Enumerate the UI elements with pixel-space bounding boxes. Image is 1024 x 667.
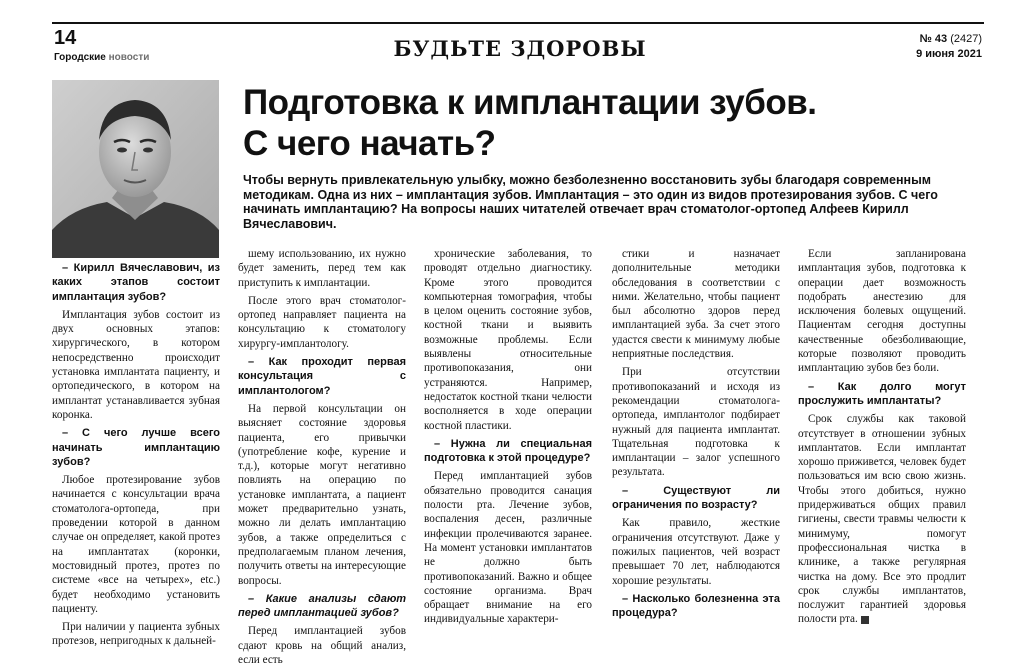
paragraph: Перед имплантацией зубов обязательно проводится санация полости рта. Лечение зубов, воспаления десен, различные инфекции пролечиваются заранее. На момент установки имплантатов не должно быть противопоказаний. Важно и общее состояние организма. Врач обращает внимание на его индивидуальные характери- bbox=[424, 470, 592, 626]
article-column-3 bbox=[424, 247, 592, 626]
article-column-1 bbox=[52, 261, 220, 648]
article-column-2 bbox=[238, 247, 406, 667]
paragraph: Если запланирована имплантация зубов, подготовка к операции дает возможность подобрать анестезию для исключения болевых ощущений. Пациентам сегодня доступны качественные обезболивающие, которые позволяют проводить имплантацию зубов без боли. bbox=[798, 248, 966, 375]
paragraph: Любое протезирование зубов начинается с консультации врача стоматолога-ортопеда, при проведении которой в данном случае он определяет, какой протез на имплантатах (коронки, мостовидный протез, протез по системе «все на четырех», etc.) будет необходимо установить пациенту. bbox=[52, 474, 220, 615]
page-number: 14 bbox=[54, 27, 77, 49]
issue-main: № 43 bbox=[919, 33, 948, 45]
issue-total: (2427) bbox=[947, 33, 982, 45]
paragraph bbox=[798, 412, 966, 626]
article-title-line1: Подготовка к имплантации зубов. bbox=[243, 83, 817, 122]
end-of-article-square-icon bbox=[861, 616, 869, 624]
newspaper-name-part2: новости bbox=[108, 52, 150, 63]
article-column-4 bbox=[612, 247, 780, 620]
rubric-title: БУДЬТЕ ЗДОРОВЫ bbox=[393, 36, 647, 61]
interview-question: – Как долго могут прослужить имплантаты? bbox=[798, 380, 966, 407]
paragraph: При наличии у пациента зубных протезов, непригодных к дальней- bbox=[52, 621, 220, 648]
article-title bbox=[243, 82, 983, 164]
interview-question: – Нужна ли специальная подготовка к этой процедуре? bbox=[424, 437, 592, 465]
paragraph: Имплантация зубов состоит из двух основных этапов: хирургического, в котором непосредственно происходит установка имплантата пациенту, и ортопедического, в котором на имплантат устанавливается зубная коронка. bbox=[52, 308, 220, 421]
header-rule bbox=[52, 22, 984, 24]
paragraph: При отсутствии противопоказаний и исходя из рекомендации стоматолога-ортопеда, имплантолог подбирает нужный для пациента имплантат. Тщательная подготовка к имплантации – залог успешного результата. bbox=[612, 366, 780, 479]
paragraph: стики и назначает дополнительные методики обследования в соответствии с ними. Желательно, чтобы пациент был абсолютно здоров перед имплантацией зуба. За счет этого удастся свести к минимуму любые неприятные последствия. bbox=[612, 248, 780, 361]
doctor-portrait-illustration bbox=[52, 80, 219, 258]
paragraph: хронические заболевания, то проводят отдельно диагностику. Кроме этого проводится компьютерная томография, чтобы в целом оценить состояние зубов, костной ткани и выявить возможные проблемы. Если выявлены относительные противопоказания, они устраняются. Например, недостаток костной ткани челюсти восполняется в ходе операции костной пластики. bbox=[424, 248, 592, 432]
issue-info bbox=[916, 32, 982, 62]
newspaper-name-part1: Городские bbox=[54, 52, 109, 63]
paragraph: шему использованию, их нужно будет заменить, перед тем как приступить к имплантации. bbox=[238, 248, 406, 289]
article-column-5 bbox=[798, 247, 966, 626]
paragraph: Перед имплантацией зубов сдают кровь на общий анализ, если есть bbox=[238, 625, 406, 667]
interview-question: – Какие анализы сдают перед имплантацией зубов? bbox=[238, 592, 406, 620]
paragraph: Как правило, жесткие ограничения отсутствуют. Даже у пожилых пациентов, чей возраст превышает 70 лет, наблюдаются хорошие результаты. bbox=[612, 517, 780, 587]
interview-question: – С чего лучше всего начинать имплантацию зубов? bbox=[52, 427, 220, 468]
closing-paragraph-text: Срок службы как таковой отсутствует в отношении зубных имплантатов. Если имплантат хорошо приживется, человек будет пользоваться им всю свою жизнь. Чтобы этого добиться, нужно придерживаться общих правил гигиены, свести травмы челюсти к минимуму, помогут профессиональная чистка в клинике, а также регулярная чистка на дому. Все это продлит срок службы имплантатов, послужит гарантией здоровья полости рта. bbox=[798, 413, 966, 626]
interview-question: – Существуют ли ограничения по возрасту? bbox=[612, 484, 780, 512]
interview-question: – Кирилл Вячеславович, из каких этапов состоит имплантация зубов? bbox=[52, 262, 220, 303]
interview-question: – Как проходит первая консультация с имплантологом? bbox=[238, 356, 406, 397]
issue-date: 9 июня 2021 bbox=[916, 48, 982, 60]
interview-question: – Насколько болезненна эта процедура? bbox=[612, 592, 780, 620]
doctor-portrait-photo bbox=[52, 80, 219, 258]
article-lead: Чтобы вернуть привлекательную улыбку, можно безболезненно восстановить зубы благодаря современным методикам. Одна из них – имплантация зубов. Имплантация – это один из видов протезирования зубов. С чего начинать имплантацию? На вопросы наших читателей отвечает врач стоматолог-ортопед Алфеев Кирилл Вячеславович. bbox=[243, 173, 938, 231]
paragraph: После этого врач стоматолог-ортопед направляет пациента на консультацию к стоматологу хирургу-имплантологу. bbox=[238, 294, 406, 350]
issue-number bbox=[916, 32, 982, 47]
newspaper-name bbox=[54, 52, 149, 63]
paragraph: На первой консультации он выясняет состояние здоровья пациента, его привычки (употребление кофе, курение и т.д.), которые могут негативно повлиять на операцию по установке имплантата, а пациент может предварительно узнать, можно ли делать имплантацию зубов, а также определиться с предполагаемым планом лечения, получить ответы на интересующие вопросы. bbox=[238, 402, 406, 587]
article-body bbox=[52, 247, 982, 667]
article-title-line2: С чего начать? bbox=[243, 124, 496, 163]
